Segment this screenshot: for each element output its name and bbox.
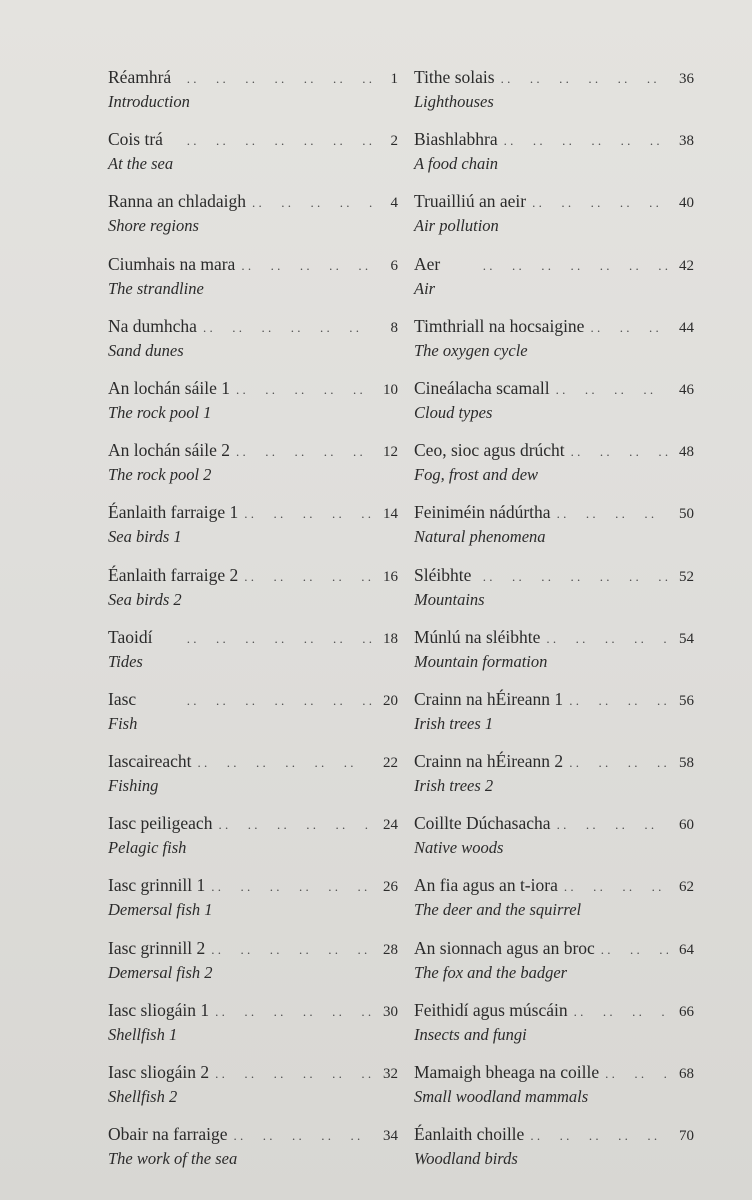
entry-english-title: Fog, frost and dew bbox=[414, 465, 539, 485]
entry-irish-title: Cineálacha scamall bbox=[414, 377, 550, 398]
entry-irish-title: Iasc grinnill 1 bbox=[108, 875, 206, 896]
dot-leader bbox=[203, 317, 372, 339]
entry-page-number: 66 bbox=[679, 1003, 694, 1020]
entry-english-title: Demersal fish 2 bbox=[108, 962, 213, 982]
entry-irish-title: Iasc grinnill 2 bbox=[108, 937, 206, 958]
entry-page-number: 56 bbox=[679, 692, 694, 709]
toc-entry bbox=[414, 1061, 694, 1123]
entry-page-number: 58 bbox=[679, 755, 694, 772]
toc-entry bbox=[108, 253, 398, 315]
toc-entry bbox=[414, 812, 694, 874]
toc-entry bbox=[108, 750, 398, 812]
toc-entry bbox=[108, 501, 398, 563]
dot-leader bbox=[218, 814, 372, 836]
dot-leader bbox=[477, 566, 668, 588]
entry-english-title: The rock pool 1 bbox=[108, 402, 212, 422]
entry-english-title: Mountains bbox=[414, 589, 485, 609]
entry-english-title: The strandline bbox=[108, 278, 204, 298]
toc-entry bbox=[414, 626, 694, 688]
entry-english-title: Air pollution bbox=[414, 216, 499, 236]
entry-english-title: Fish bbox=[108, 713, 138, 733]
entry-english-title: Shellfish 2 bbox=[108, 1087, 178, 1106]
toc-entry bbox=[414, 128, 694, 190]
entry-english-title: Air bbox=[414, 278, 436, 298]
dot-leader bbox=[546, 628, 668, 650]
entry-irish-title: An fia agus an t-iora bbox=[414, 875, 558, 896]
entry-english-title: Tides bbox=[108, 651, 143, 671]
contents-column-right bbox=[414, 66, 694, 1185]
entry-english-title: The oxygen cycle bbox=[414, 340, 528, 360]
toc-entry bbox=[108, 688, 398, 750]
entry-english-title: The deer and the squirrel bbox=[414, 900, 582, 920]
entry-irish-title: Iasc bbox=[108, 688, 137, 709]
entry-english-title: Small woodland mammals bbox=[414, 1087, 589, 1106]
toc-entry bbox=[414, 688, 694, 750]
dot-leader bbox=[590, 317, 668, 339]
dot-leader bbox=[569, 752, 668, 774]
entry-page-number: 16 bbox=[383, 568, 398, 585]
entry-page-number: 1 bbox=[390, 71, 398, 87]
entry-irish-title: Éanlaith farraige 2 bbox=[108, 564, 239, 585]
toc-entry bbox=[108, 874, 398, 936]
entry-english-title: The work of the sea bbox=[108, 1149, 238, 1169]
dot-leader bbox=[574, 1001, 668, 1023]
entry-irish-title: Crainn na hÉireann 1 bbox=[414, 688, 564, 709]
entry-page-number: 28 bbox=[383, 941, 398, 958]
entry-irish-title: Ciumhais na mara bbox=[108, 253, 236, 274]
entry-irish-title: Ceo, sioc agus drúcht bbox=[414, 440, 565, 461]
entry-english-title: Irish trees 2 bbox=[414, 776, 494, 796]
toc-entry bbox=[108, 937, 398, 999]
dot-leader bbox=[215, 1001, 372, 1023]
dot-leader bbox=[504, 130, 668, 152]
entry-english-title: Insects and fungi bbox=[414, 1024, 527, 1044]
entry-page-number: 6 bbox=[390, 257, 398, 274]
toc-entry bbox=[108, 626, 398, 688]
entry-page-number: 20 bbox=[383, 692, 398, 709]
toc-entry bbox=[108, 999, 398, 1061]
dot-leader bbox=[571, 441, 668, 463]
toc-entry bbox=[414, 501, 694, 563]
dot-leader bbox=[177, 68, 372, 90]
dot-leader bbox=[605, 1063, 668, 1085]
entry-page-number: 34 bbox=[383, 1128, 398, 1145]
entry-irish-title: Mamaigh bheaga na coille bbox=[414, 1062, 600, 1082]
entry-irish-title: Iasc sliogáin 2 bbox=[108, 1062, 210, 1082]
dot-leader bbox=[564, 876, 668, 898]
entry-irish-title: Éanlaith farraige 1 bbox=[108, 502, 239, 523]
entry-english-title: At the sea bbox=[108, 154, 174, 174]
entry-page-number: 32 bbox=[383, 1066, 398, 1082]
entry-irish-title: Na dumhcha bbox=[108, 315, 197, 336]
entry-irish-title: Sléibhte bbox=[414, 564, 472, 585]
entry-english-title: Shore regions bbox=[108, 216, 199, 236]
dot-leader bbox=[244, 503, 372, 525]
entry-page-number: 2 bbox=[390, 133, 398, 150]
entry-page-number: 70 bbox=[679, 1128, 694, 1145]
dot-leader bbox=[236, 379, 372, 401]
entry-irish-title: Coillte Dúchasacha bbox=[414, 813, 551, 834]
entry-english-title: The fox and the badger bbox=[414, 962, 568, 982]
entry-english-title: Native woods bbox=[414, 838, 504, 858]
dot-leader bbox=[501, 68, 668, 90]
toc-entry bbox=[414, 999, 694, 1061]
entry-english-title: Shellfish 1 bbox=[108, 1024, 178, 1044]
entry-page-number: 48 bbox=[679, 444, 694, 461]
entry-irish-title: Timthriall na hocsaigine bbox=[414, 315, 585, 336]
entry-english-title: Fishing bbox=[108, 776, 159, 796]
dot-leader bbox=[211, 876, 372, 898]
toc-entry bbox=[108, 190, 398, 252]
toc-entry bbox=[414, 750, 694, 812]
entry-page-number: 42 bbox=[679, 257, 694, 274]
entry-english-title: Mountain formation bbox=[414, 651, 548, 671]
entry-page-number: 54 bbox=[679, 630, 694, 647]
entry-irish-title: An lochán sáile 1 bbox=[108, 377, 230, 398]
toc-entry bbox=[414, 937, 694, 999]
dot-leader bbox=[446, 255, 668, 277]
entry-page-number: 40 bbox=[679, 195, 694, 212]
entry-irish-title: Iascaireacht bbox=[108, 751, 192, 772]
entry-english-title: Irish trees 1 bbox=[414, 713, 494, 733]
entry-page-number: 24 bbox=[383, 817, 398, 834]
entry-page-number: 30 bbox=[383, 1003, 398, 1020]
entry-irish-title: An sionnach agus an broc bbox=[414, 937, 595, 958]
entry-irish-title: Ranna an chladaigh bbox=[108, 191, 247, 212]
entry-page-number: 22 bbox=[383, 755, 398, 772]
entry-irish-title: Múnlú na sléibhte bbox=[414, 626, 541, 647]
dot-leader bbox=[252, 192, 372, 214]
entry-irish-title: Crainn na hÉireann 2 bbox=[414, 751, 564, 772]
entry-irish-title: Iasc peiligeach bbox=[108, 813, 213, 834]
toc-entry bbox=[414, 874, 694, 936]
dot-leader bbox=[532, 192, 668, 214]
entry-page-number: 4 bbox=[390, 195, 398, 212]
entry-english-title: Woodland birds bbox=[414, 1149, 518, 1169]
dot-leader bbox=[169, 130, 372, 152]
entry-page-number: 64 bbox=[679, 941, 694, 958]
dot-leader bbox=[198, 752, 372, 774]
toc-entry bbox=[108, 377, 398, 439]
toc-entry bbox=[414, 253, 694, 315]
entry-page-number: 52 bbox=[679, 568, 694, 585]
dot-leader bbox=[244, 566, 372, 588]
dot-leader bbox=[569, 690, 668, 712]
entry-page-number: 10 bbox=[383, 381, 398, 398]
toc-entry bbox=[108, 128, 398, 190]
entry-page-number: 12 bbox=[383, 444, 398, 461]
entry-english-title: Sand dunes bbox=[108, 340, 184, 360]
toc-entry bbox=[108, 66, 398, 128]
dot-leader bbox=[601, 939, 668, 961]
toc-entry bbox=[108, 812, 398, 874]
toc-entry bbox=[414, 315, 694, 377]
entry-irish-title: Réamhrá bbox=[108, 67, 172, 87]
contents-column-left bbox=[108, 66, 398, 1185]
entry-page-number: 60 bbox=[679, 817, 694, 834]
toc-entry bbox=[108, 564, 398, 626]
dot-leader bbox=[557, 814, 668, 836]
entry-page-number: 68 bbox=[679, 1066, 694, 1082]
toc-entry bbox=[108, 1123, 398, 1185]
dot-leader bbox=[211, 939, 372, 961]
entry-page-number: 26 bbox=[383, 879, 398, 896]
dot-leader bbox=[234, 1125, 372, 1147]
entry-page-number: 50 bbox=[679, 506, 694, 523]
entry-irish-title: Biashlabhra bbox=[414, 129, 498, 150]
entry-page-number: 46 bbox=[679, 381, 694, 398]
entry-english-title: Sea birds 2 bbox=[108, 589, 182, 609]
dot-leader bbox=[557, 503, 668, 525]
entry-irish-title: An lochán sáile 2 bbox=[108, 440, 230, 461]
entry-english-title: Cloud types bbox=[414, 402, 493, 422]
entry-english-title: Sea birds 1 bbox=[108, 527, 182, 547]
entry-irish-title: Tithe solais bbox=[414, 67, 495, 87]
dot-leader bbox=[241, 255, 372, 277]
entry-irish-title: Truailliú an aeir bbox=[414, 191, 527, 212]
entry-english-title: Natural phenomena bbox=[414, 527, 546, 547]
toc-entry bbox=[108, 439, 398, 501]
toc-entry bbox=[414, 439, 694, 501]
dot-leader bbox=[158, 628, 372, 650]
entry-irish-title: Feithidí agus múscáin bbox=[414, 999, 568, 1020]
entry-page-number: 62 bbox=[679, 879, 694, 896]
entry-page-number: 44 bbox=[679, 319, 694, 336]
entry-irish-title: Aer bbox=[414, 253, 441, 274]
entry-page-number: 18 bbox=[383, 630, 398, 647]
toc-entry bbox=[414, 377, 694, 439]
entry-english-title: Demersal fish 1 bbox=[108, 900, 213, 920]
entry-page-number: 8 bbox=[390, 319, 398, 336]
entry-irish-title: Taoidí bbox=[108, 626, 153, 647]
entry-page-number: 14 bbox=[383, 506, 398, 523]
entry-english-title: The rock pool 2 bbox=[108, 465, 212, 485]
toc-entry bbox=[414, 66, 694, 128]
toc-entry bbox=[108, 1061, 398, 1123]
dot-leader bbox=[236, 441, 372, 463]
toc-entry bbox=[414, 1123, 694, 1185]
dot-leader bbox=[530, 1125, 668, 1147]
toc-entry bbox=[414, 190, 694, 252]
dot-leader bbox=[215, 1063, 372, 1085]
entry-irish-title: Éanlaith choille bbox=[414, 1124, 525, 1145]
entry-page-number: 36 bbox=[679, 71, 694, 87]
entry-irish-title: Cois trá bbox=[108, 129, 163, 150]
entry-english-title: Introduction bbox=[108, 92, 190, 111]
entry-irish-title: Feiniméin nádúrtha bbox=[414, 502, 551, 523]
entry-english-title: Pelagic fish bbox=[108, 838, 187, 858]
entry-irish-title: Obair na farraige bbox=[108, 1124, 228, 1145]
entry-english-title: A food chain bbox=[414, 154, 499, 174]
entry-english-title: Lighthouses bbox=[414, 92, 494, 111]
entry-irish-title: Iasc sliogáin 1 bbox=[108, 999, 210, 1020]
dot-leader bbox=[556, 379, 668, 401]
toc-entry bbox=[414, 564, 694, 626]
entry-page-number: 38 bbox=[679, 133, 694, 150]
toc-entry bbox=[108, 315, 398, 377]
dot-leader bbox=[142, 690, 372, 712]
